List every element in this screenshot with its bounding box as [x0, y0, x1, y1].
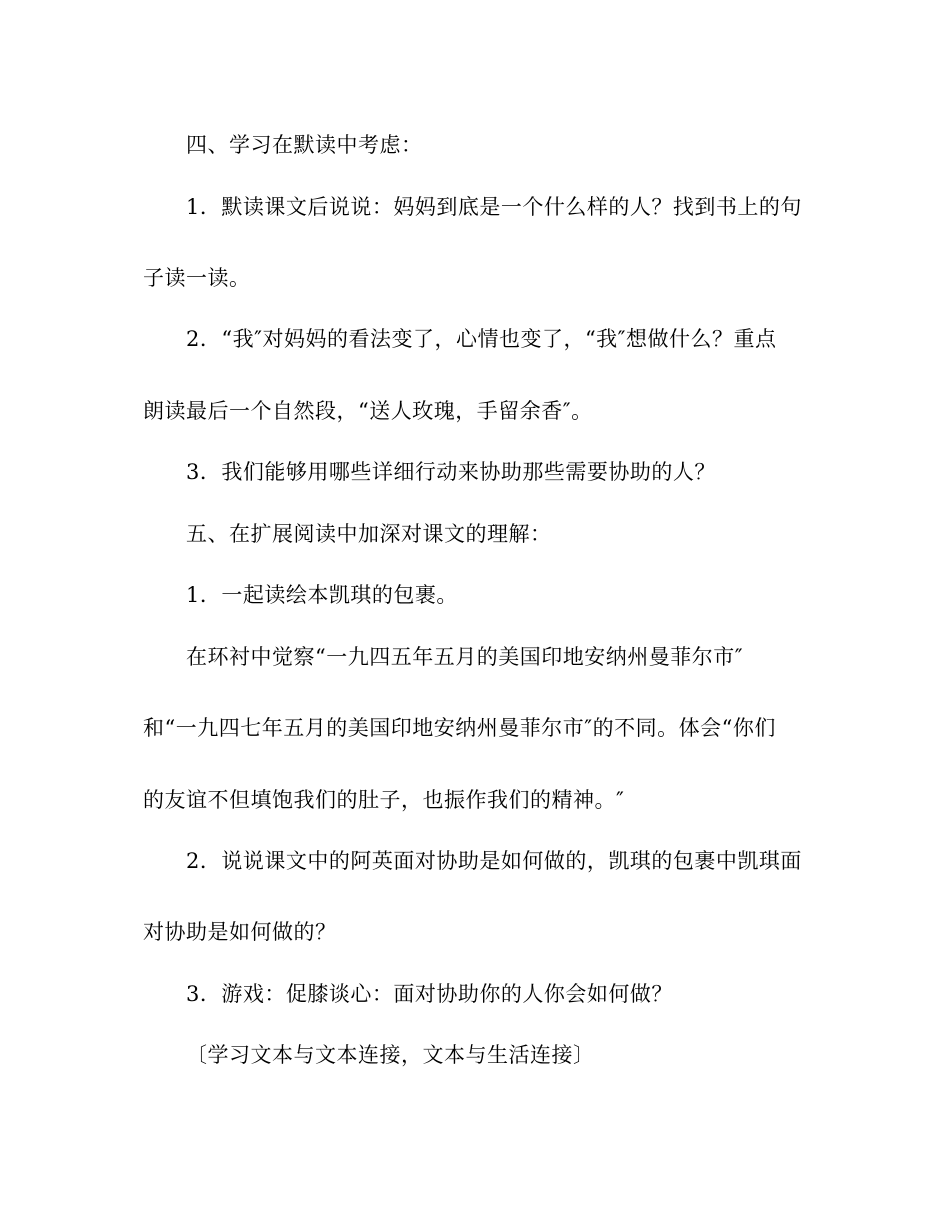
- section-heading-4: 四、学习在默读中考虑：: [186, 133, 423, 157]
- paragraph-line: 2．说说课文中的阿英面对协助是如何做的，凯琪的包裹中凯琪面: [186, 849, 802, 873]
- paragraph-line: 和“一九四七年五月的美国印地安纳州曼菲尔市″的不同。体会“你们: [143, 716, 776, 740]
- paragraph-line: 子读一读。: [143, 266, 251, 290]
- paragraph-line: 〔学习文本与文本连接，文本与生活连接〕: [186, 1043, 595, 1067]
- paragraph-line: 在环衬中觉察“一九四五年五月的美国印地安纳州曼菲尔市″: [186, 645, 744, 669]
- paragraph-line: 3．游戏：促膝谈心：面对协助你的人你会如何做？: [186, 982, 673, 1006]
- paragraph-line: 2．“我″对妈妈的看法变了，心情也变了，“我″想做什么？重点: [186, 327, 777, 351]
- paragraph-line: 的友谊不但填饱我们的肚子，也振作我们的精神。″: [143, 788, 625, 812]
- paragraph-line: 对协助是如何做的？: [143, 920, 337, 944]
- paragraph-line: 朗读最后一个自然段，“送人玫瑰，手留余香″。: [143, 399, 593, 423]
- paragraph-line: 1．默读课文后说说：妈妈到底是一个什么样的人？找到书上的句: [186, 195, 802, 219]
- paragraph-line: 3．我们能够用哪些详细行动来协助那些需要协助的人？: [186, 460, 716, 484]
- section-heading-5: 五、在扩展阅读中加深对课文的理解：: [186, 522, 552, 546]
- paragraph-line: 1．一起读绘本凯琪的包裹。: [186, 583, 458, 607]
